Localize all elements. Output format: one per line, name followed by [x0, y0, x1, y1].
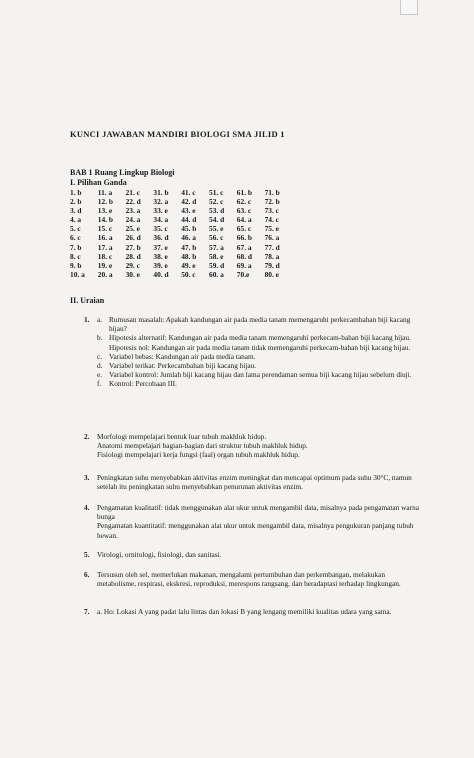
sub-answer-e: e. Variabel kontrol: Jumlah biji kacang hijau dan lama perendaman semua biji kacang hijau sebelum diuji. — [97, 370, 419, 379]
answer-cell: 65. c — [236, 224, 252, 234]
answer-cell: 28. d — [125, 251, 141, 261]
answer-cell: 76. a — [264, 233, 280, 243]
answer-cell: 46. a — [181, 233, 196, 243]
answer-cell: 3. d — [70, 206, 82, 216]
answer-cell: 30. e — [125, 269, 140, 279]
answer-cell: 78. a — [264, 251, 280, 261]
answer-cell: 51. c — [209, 188, 224, 197]
answer-cell: 73. c — [264, 206, 279, 216]
answer-cell: 27. b — [125, 242, 141, 252]
answer-line: Morfologi mempelajari bentuk luar tubuh makhluk hidup. — [97, 432, 267, 441]
sub-answer-text: Kontrol: Percobaan III. — [109, 379, 177, 389]
answer-cell: 79. d — [264, 260, 280, 270]
answer-cell: 29. c — [125, 260, 140, 270]
question-number: 2. — [84, 432, 90, 441]
question-number: 6. — [84, 570, 90, 579]
answer-cell: 66. b — [236, 233, 252, 243]
answer-cell: 12. b — [97, 197, 113, 207]
question-number: 1. — [84, 315, 90, 324]
document-title: KUNCI JAWABAN MANDIRI BIOLOGI SMA JILID 1 — [70, 129, 285, 139]
sub-answer-text: Rumusan masalah: Apakah kandungan air pada media tanam memengaruhi perkecambahan biji kacang hijau? — [109, 315, 411, 334]
answer-cell: 8. c — [70, 251, 81, 261]
sub-answer-text: Variabel terikat: Perkecambahan biji kacang hijau. — [109, 361, 257, 371]
answer-cell: 49. e — [181, 260, 196, 270]
answer-cell: 35. c — [153, 224, 168, 234]
answer-cell: 10. a — [70, 269, 85, 279]
section-heading-essay: II. Uraian — [70, 296, 105, 305]
answer-cell: 70.e — [236, 269, 250, 279]
answer-cell: 40. d — [153, 269, 169, 279]
question-number: 7. — [84, 607, 90, 616]
answer-cell: 63. c — [236, 206, 252, 216]
answer-cell: 33. e — [153, 206, 168, 216]
answer-cell: 7. b — [70, 242, 82, 252]
sub-answer-f: f. Kontrol: Percobaan III. — [97, 379, 419, 388]
answer-cell: 37. e — [153, 242, 168, 252]
answer-cell: 44. d — [181, 215, 197, 225]
answer-cell: 43. e — [181, 206, 196, 216]
answer-cell: 48. b — [181, 251, 197, 261]
answer-cell: 2. b — [70, 197, 82, 207]
answer-line: Pengamatan kuantitatif: menggunakan alat ukur untuk mengambil data, misalnya pengukuran panjang tubuh hewan. — [97, 521, 414, 540]
answer-cell: 54. d — [209, 215, 225, 225]
sub-answer-c: c. Variabel bebas: Kandungan air pada media tanam. — [97, 352, 419, 361]
answer-cell: 19. e — [97, 260, 113, 270]
answer-cell: 16. a — [97, 233, 113, 243]
answer-cell: 74. c — [264, 215, 279, 225]
answer-cell: 13. e — [97, 206, 113, 216]
answer-cell: 14. b — [97, 215, 113, 225]
answer-cell: 59. d — [209, 260, 225, 270]
question-number: 5. — [84, 550, 90, 559]
sub-answer-text: Variabel bebas: Kandungan air pada media tanam. — [109, 351, 256, 361]
answer-line: Anatomi mempelajari bagian-bagian dari struktur tubuh makhluk hidup. — [97, 441, 308, 451]
answer-cell: 42. d — [181, 197, 197, 207]
answer-cell: 21. c — [125, 188, 140, 197]
sub-answer-b: b. Hipotesis alternatif: Kandungan air pada media tanam memengaruhi perkecam-bahan biji kacang hijau. Hipotesis nol: Kandungan air pada media tanam tidak memengaruhi perkecam-bahan biji kacang hijau. — [97, 333, 419, 351]
question-number: 4. — [84, 503, 90, 512]
sub-answer-text: Hipotesis alternatif: Kandungan air pada media tanam memengaruhi perkecam-bahan biji kacang hijau. — [109, 333, 411, 343]
answer-cell: 24. a — [125, 215, 141, 225]
answer-cell: 58. e — [209, 251, 224, 261]
answer-cell: 47. b — [181, 242, 197, 252]
answer-cell: 4. a — [70, 215, 82, 225]
answer-cell: 55. e — [209, 224, 224, 234]
answer-cell: 60. a — [209, 269, 224, 279]
answer-cell: 64. a — [236, 215, 252, 225]
answer-cell: 77. d — [264, 242, 280, 252]
answer-cell: 67. a — [236, 242, 252, 252]
answer-text: Virologi, ornitologi, fisiologi, dan sanitasi. — [97, 550, 222, 559]
answer-cell: 62. c — [236, 197, 252, 207]
answer-cell: 52. c — [209, 197, 224, 207]
answer-text: Tersusun oleh sel, memerlukan makanan, mengalami pertumbuhan dan perkembangan, melakukan metabolisme, respirasi, ekskresi, reproduksi, merespons rangsang, dan beradaptasi terhadap lingkungan. — [97, 570, 401, 589]
answer-cell: 75. e — [264, 224, 279, 234]
answer-cell: 50. c — [181, 269, 196, 279]
answer-line: Pengamatan kualitatif: tidak menggunakan alat ukur untuk mengambil data, misalnya pada pengamatan warna bunga — [97, 503, 419, 522]
answer-cell: 22. d — [125, 197, 141, 207]
answer-cell: 23. a — [125, 206, 141, 216]
answer-cell: 25. e — [125, 224, 140, 234]
answer-cell: 20. a — [97, 269, 113, 279]
answer-line: Fisiologi mempelajari kerja fungsi (faal) organ tubuh makhluk hidup. — [97, 450, 300, 460]
section-heading-multiple-choice: I. Pilihan Ganda — [70, 178, 127, 187]
answer-cell: 53. d — [209, 206, 225, 216]
answer-text: Peningkatan suhu menyebabkan aktivitas enzim meningkat dan mencapai optimum pada suhu 30°C, namun setelah itu peningkatan suhu menyebabkan penurunan aktivitas enzim. — [97, 473, 412, 492]
sub-answer-text: Hipotesis nol: Kandungan air pada media tanam tidak memengaruhi perkecam-bahan biji kacang hijau. — [109, 342, 411, 352]
answer-cell: 1. b — [70, 188, 82, 197]
sub-answer-a: a. Rumusan masalah: Apakah kandungan air pada media tanam memengaruhi perkecambahan biji kacang hijau? — [97, 315, 419, 333]
answer-cell: 32. a — [153, 197, 169, 207]
question-number: 3. — [84, 473, 90, 482]
answer-cell: 36. d — [153, 233, 169, 243]
answer-cell: 57. a — [209, 242, 224, 252]
answer-cell: 11. a — [97, 188, 113, 197]
answer-cell: 71. b — [264, 188, 280, 197]
page-corner-tab — [400, 0, 418, 15]
answer-cell: 6. c — [70, 233, 81, 243]
answer-cell: 80. e — [264, 269, 279, 279]
answer-cell: 38. e — [153, 251, 168, 261]
answer-cell: 31. b — [153, 188, 169, 197]
answer-cell: 61. b — [236, 188, 252, 197]
answer-cell: 5. c — [70, 224, 81, 234]
answer-cell: 41. c — [181, 188, 196, 197]
answer-cell: 9. b — [70, 260, 82, 270]
answer-cell: 26. d — [125, 233, 141, 243]
answer-cell: 69. a — [236, 260, 252, 270]
answer-cell: 72. b — [264, 197, 280, 207]
answer-cell: 34. a — [153, 215, 169, 225]
chapter-heading: BAB 1 Ruang Lingkup Biologi — [70, 168, 175, 177]
answer-cell: 17. a — [97, 242, 113, 252]
sub-answer-d: d. Variabel terikat: Perkecambahan biji kacang hijau. — [97, 361, 419, 370]
answer-text: a. Ho: Lokasi A yang padat lalu lintas dan lokasi B yang lengang memiliki kualitas udara yang sama. — [97, 607, 392, 616]
answer-cell: 15. c — [97, 224, 113, 234]
sub-answer-text: Variabel kontrol: Jumlah biji kacang hijau dan lama perendaman semua biji kacang hijau sebelum diuji. — [109, 370, 412, 380]
answer-cell: 56. c — [209, 233, 224, 243]
answer-cell: 45. b — [181, 224, 197, 234]
answer-cell: 18. c — [97, 251, 113, 261]
answer-cell: 39. e — [153, 260, 168, 270]
answer-cell: 68. d — [236, 251, 252, 261]
